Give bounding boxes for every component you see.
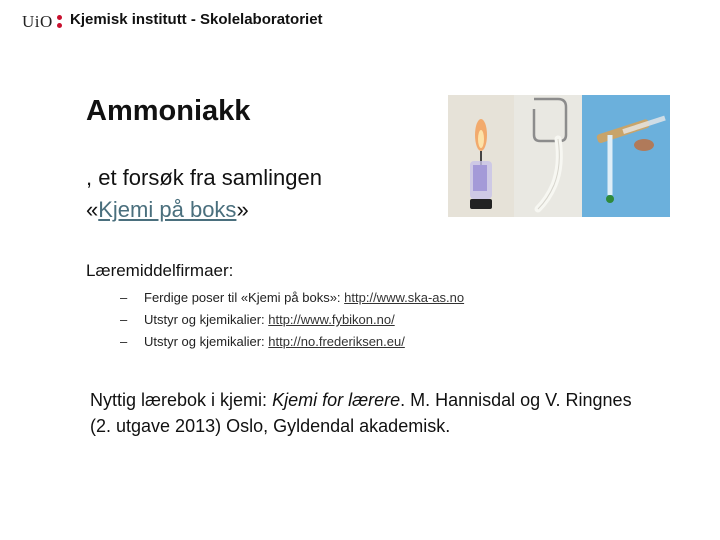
open-quote: « <box>86 197 99 222</box>
book-details: . M. Hannisdal og V. Ringnes (2. utgave 2013) Oslo, Gyldendal akademisk. <box>90 390 632 436</box>
firm-description: Utstyr og kjemikalier: <box>144 334 269 349</box>
book-prefix: Nyttig lærebok i kjemi: <box>90 390 273 410</box>
firm-link[interactable]: http://no.frederiksen.eu/ <box>268 334 405 349</box>
clothespin-tube-photo <box>582 95 670 217</box>
firm-description: Utstyr og kjemikalier: <box>144 312 269 327</box>
burning-vial-photo <box>448 95 514 217</box>
subtitle <box>86 162 322 226</box>
logo-dots <box>57 15 63 31</box>
list-item: – Utstyr og kjemikalier: http://no.frederiksen.eu/ <box>120 334 405 349</box>
uio-logo <box>22 12 66 34</box>
firm-description: Ferdige poser til «Kjemi på boks»: <box>144 290 345 305</box>
institute-title: Kjemisk institutt - Skolelaboratoriet <box>70 11 323 28</box>
kjemi-pa-boks-link[interactable]: Kjemi på boks <box>98 197 237 222</box>
list-item: – Utstyr og kjemikalier: http://www.fybikon.no/ <box>120 312 395 327</box>
close-quote: » <box>236 197 249 222</box>
paperclip-cotton-photo <box>514 95 582 217</box>
logo-text: UiO <box>22 12 53 31</box>
subtitle-link-line <box>86 194 322 226</box>
firm-link[interactable]: http://www.fybikon.no/ <box>268 312 395 327</box>
firms-heading: Læremiddelfirmaer: <box>86 261 234 280</box>
list-item: – Ferdige poser til «Kjemi på boks»: http://www.ska-as.no <box>120 290 465 305</box>
page-title: Ammoniakk <box>86 95 251 127</box>
subtitle-line: , et forsøk fra samlingen <box>86 165 322 190</box>
firm-list <box>120 287 464 353</box>
textbook-reference <box>90 387 650 439</box>
book-title: Kjemi for lærere <box>272 390 401 410</box>
firm-link[interactable]: http://www.ska-as.no <box>344 290 465 305</box>
